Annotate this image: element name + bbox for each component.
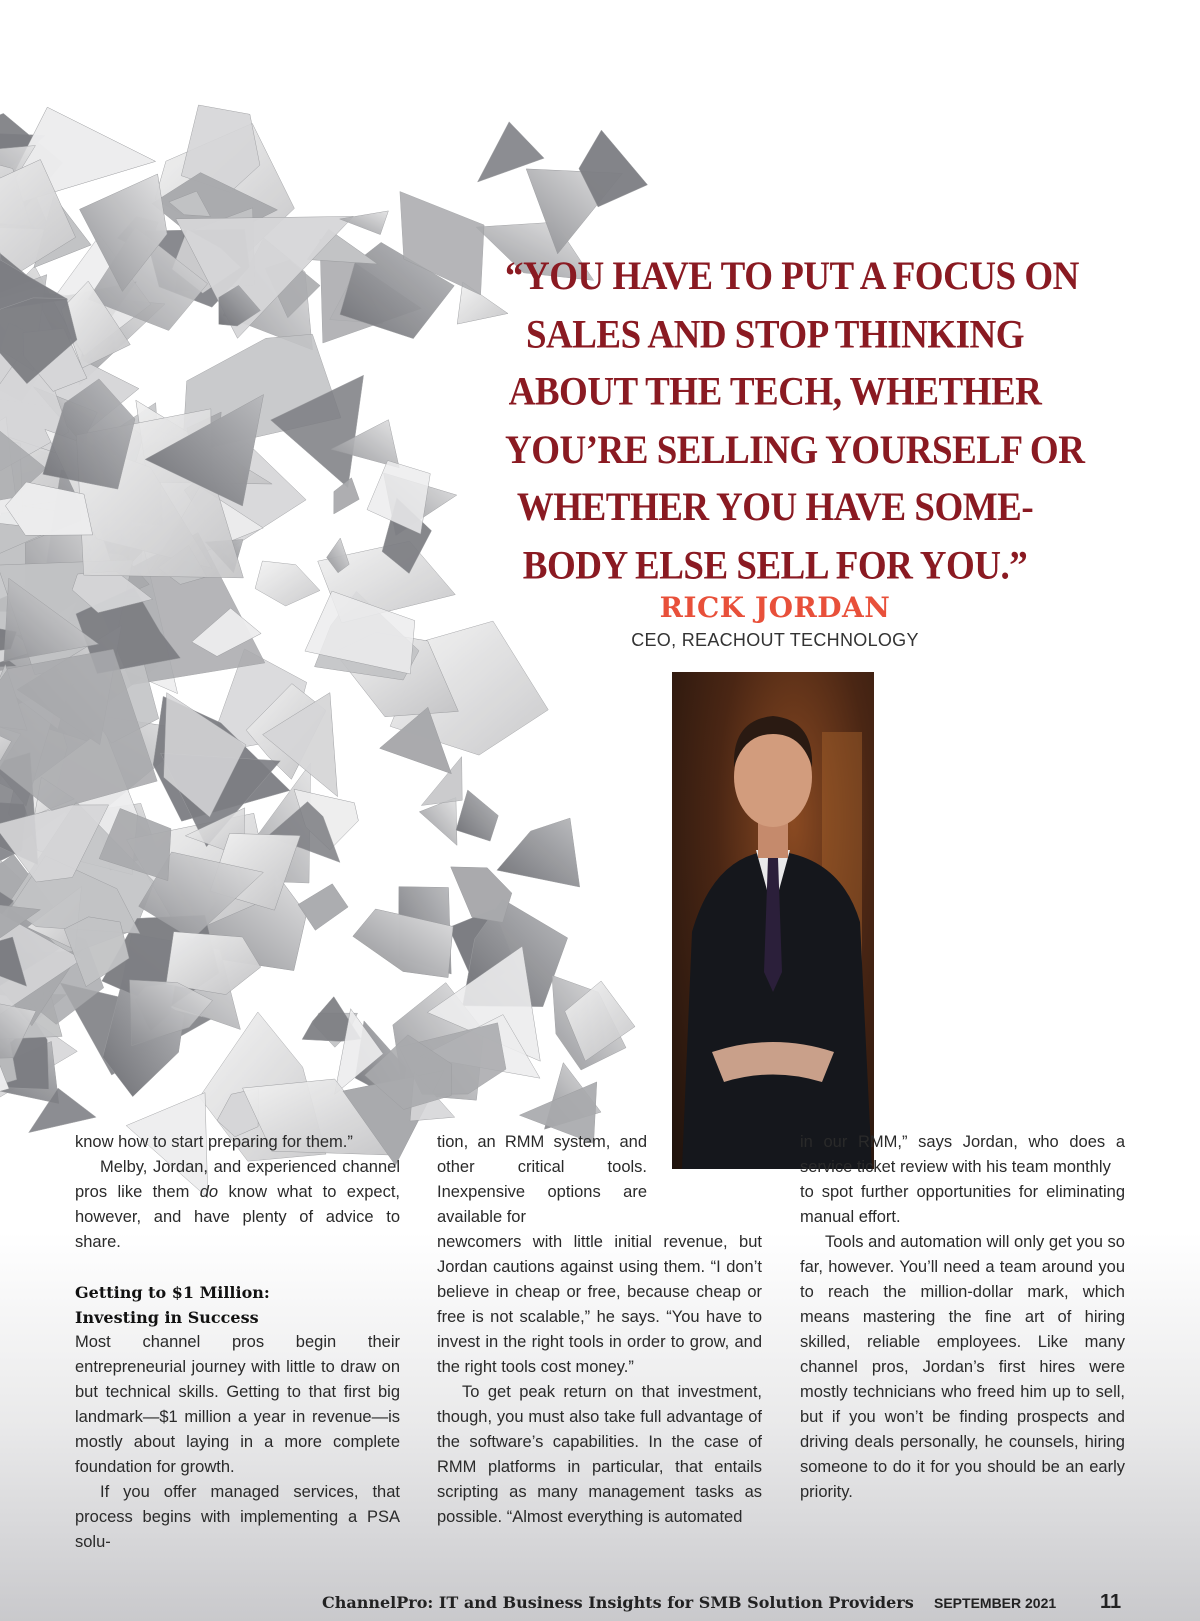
- text-run: know what to expect, however, and have plenty of advice to share.: [75, 1183, 401, 1251]
- subheading: [75, 1280, 400, 1330]
- publication-title: ChannelPro: IT and Business Insights for SMB Solution Providers: [322, 1593, 914, 1612]
- paragraph: know how to start preparing for them.”: [75, 1133, 353, 1151]
- pull-quote-line: YOU’RE SELLING YOURSELF OR: [505, 427, 1085, 473]
- quote-author-title: CEO, REACHOUT TECHNOLOGY: [631, 630, 919, 650]
- article-column-3: [800, 1130, 1125, 1505]
- quote-author: RICK JORDAN: [659, 591, 891, 624]
- article-column-2: [437, 1130, 762, 1530]
- pull-quote-line: BODY ELSE SELL FOR YOU.”: [522, 543, 1028, 588]
- pull-quote-line: WHETHER YOU HAVE SOME-: [516, 485, 1034, 530]
- subheading-line: Getting to $1 Million:: [75, 1283, 270, 1302]
- issue-date: SEPTEMBER 2021: [934, 1595, 1057, 1611]
- shard-shape: [451, 867, 512, 923]
- paragraph: If you offer managed services, that process begins with implementing a PSA solu-: [75, 1483, 400, 1551]
- paragraph: Most channel pros begin their entrepreneurial journey with little to draw on but technical skills. Getting to that first big landmark—$1 million a year in revenue—is mostly about laying in a more complete foundation for growth.: [75, 1333, 400, 1476]
- shard-shape: [298, 884, 348, 931]
- pull-quote-text: [505, 248, 1085, 595]
- portrait-photo: [672, 672, 874, 1169]
- shard-shape: [457, 282, 508, 324]
- paragraph: tion, an RMM system, and other critical tools. Inexpensive options are available for: [437, 1133, 647, 1226]
- subheading-line: Investing in Success: [75, 1308, 259, 1327]
- text-run: Melby, Jordan, and experienced channel pros like them: [75, 1158, 400, 1201]
- paragraph: newcomers with little initial revenue, but Jordan cautions against using them. “I don’t believe in cheap or free, because cheap or free is not scalable,” he says. “You have to invest in the right tools in order to grow, and the right tools cost money.”: [437, 1233, 762, 1376]
- pull-quote-line: SALES AND STOP THINKING: [525, 312, 1025, 357]
- paragraph: To get peak return on that investment, though, you must also take full advantage of the software’s capabilities. In the case of RMM platforms in particular, that entails scripting as many management tasks as possible. “Almost everything is automated: [437, 1383, 762, 1526]
- shard-shape: [255, 561, 320, 606]
- shard-shape: [367, 461, 430, 535]
- emphasis: do: [199, 1183, 219, 1201]
- paragraph: to spot further opportunities for eliminating manual effort.: [800, 1183, 1125, 1226]
- shard-shape: [334, 478, 359, 514]
- pull-quote-line: “YOU HAVE TO PUT A FOCUS ON: [505, 254, 1079, 299]
- paragraph: in our RMM,” says Jordan, who does a service ticket review with his team monthly: [800, 1133, 1125, 1176]
- pull-quote: [505, 248, 1085, 651]
- pull-quote-line: ABOUT THE TECH, WHETHER: [508, 370, 1042, 415]
- article-column-1: [75, 1130, 400, 1555]
- paragraph: [75, 1155, 400, 1255]
- shard-shape: [497, 818, 580, 887]
- paragraph: Tools and automation will only get you so far, however. You’ll need a team around you to reach the million-dollar mark, which means mastering the fine art of hiring skilled, reliable employees. Like many channel pros, Jordan’s first hires were mostly technicians who freed him up to sell, but if you won’t be finding prospects and driving deals personally, he counsels, hiring someone to do it for you should be an early priority.: [800, 1233, 1125, 1501]
- page-number: 11: [1100, 1591, 1122, 1613]
